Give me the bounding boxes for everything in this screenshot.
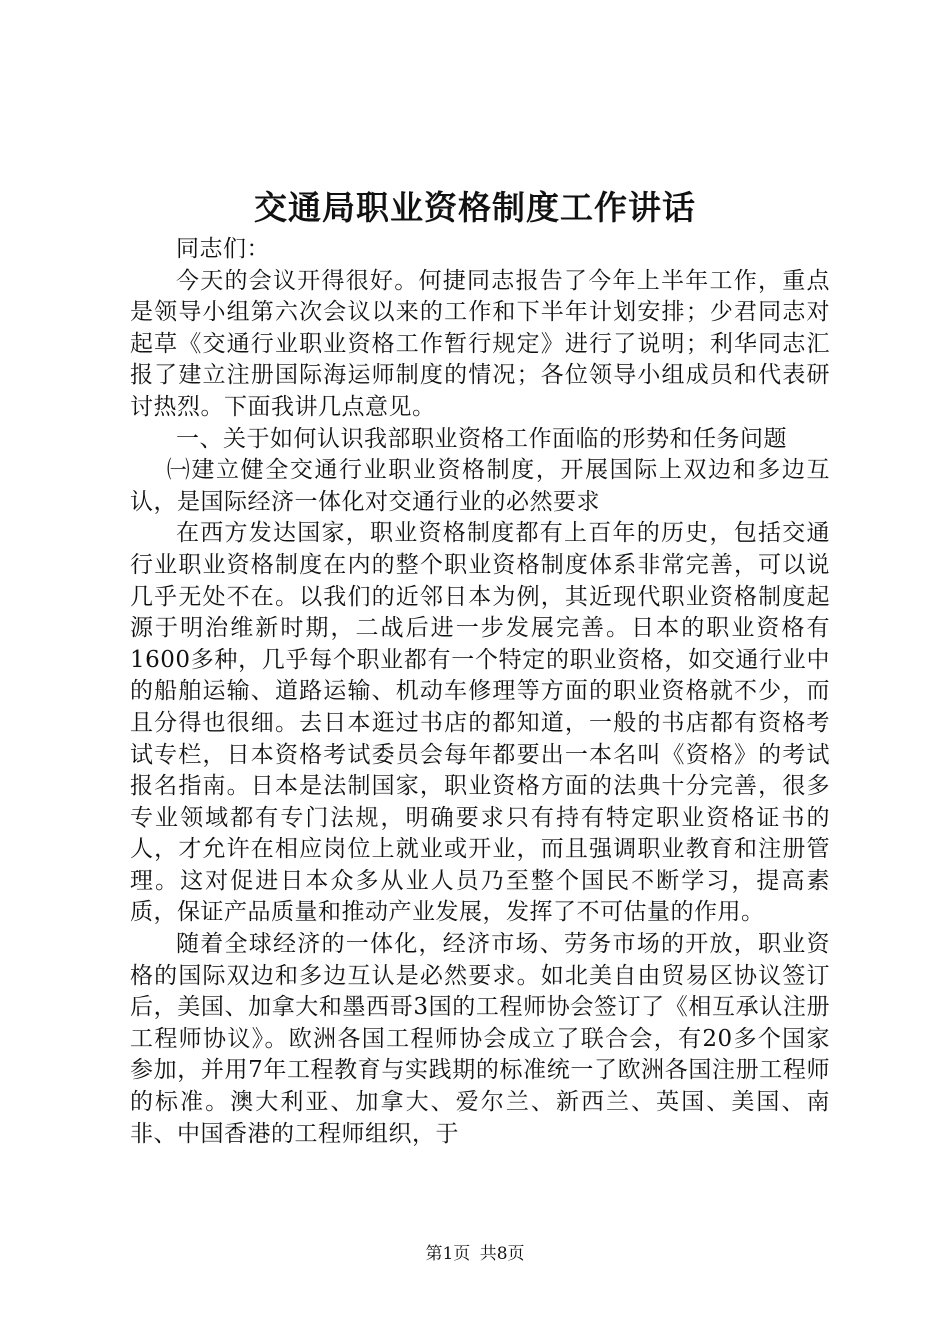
section-heading: 一、关于如何认识我部职业资格工作面临的形势和任务问题 xyxy=(176,425,787,452)
paragraph-globalization: 随着全球经济的一体化，经济市场、劳务市场的开放，职业资格的国际双边和多边互认是必然要求。如北美自由贸易区协议签订后，美国、加拿大和墨西哥3国的工程师协会签订了《相互承认注册工程师协议》。欧洲各国工程师协会成立了联合会，有20多个国家参加，并用7年工程教育与实践期的标准统一了欧洲各国注册工程师的标准。澳大利亚、加拿大、爱尔兰、新西兰、英国、美国、南非、中国香港的工程师组织，于 xyxy=(130,931,830,1147)
greeting: 同志们： xyxy=(176,236,270,262)
page-title: 交通局职业资格制度工作讲话 xyxy=(254,188,696,227)
page-footer xyxy=(0,1243,950,1265)
page-number: 第1页 xyxy=(425,1244,471,1264)
page-total: 共8页 xyxy=(479,1244,525,1264)
subsection-heading: ㈠建立健全交通行业职业资格制度，开展国际上双边和多边互认，是国际经济一体化对交通行业的必然要求 xyxy=(130,457,830,515)
paragraph-japan: 在西方发达国家，职业资格制度都有上百年的历史，包括交通行业职业资格制度在内的整个职业资格制度体系非常完善，可以说几乎无处不在。以我们的近邻日本为例，其近现代职业资格制度起源于明治维新时期，二战后进一步发展完善。日本的职业资格有1600多种，几乎每个职业都有一个特定的职业资格，如交通行业中的船舶运输、道路运输、机动车修理等方面的职业资格就不少，而且分得也很细。去日本逛过书店的都知道，一般的书店都有资格考试专栏，日本资格考试委员会每年都要出一本名叫《资格》的考试报名指南。日本是法制国家，职业资格方面的法典十分完善，很多专业领域都有专门法规，明确要求只有持有特定职业资格证书的人，才允许在相应岗位上就业或开业，而且强调职业教育和注册管理。这对促进日本众多从业人员乃至整个国民不断学习，提高素质，保证产品质量和推动产业发展，发挥了不可估量的作用。 xyxy=(130,520,830,926)
paragraph-intro: 今天的会议开得很好。何捷同志报告了今年上半年工作，重点是领导小组第六次会议以来的工作和下半年计划安排；少君同志对起草《交通行业职业资格工作暂行规定》进行了说明；利华同志汇报了建立注册国际海运师制度的情况；各位领导小组成员和代表研讨热烈。下面我讲几点意见。 xyxy=(130,267,830,420)
document-body xyxy=(130,234,830,1150)
